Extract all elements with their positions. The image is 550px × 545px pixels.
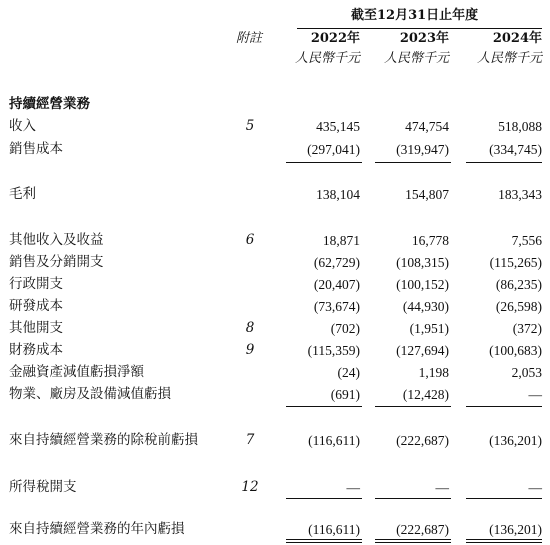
total-rule [286,542,362,543]
row-value-2024: (115,265) [489,255,542,270]
row-label: 財務成本 [9,342,63,358]
row-value-2024: 7,556 [511,233,542,248]
year-header-2022: 2022年 [310,31,360,46]
row-value-2022: 435,145 [316,119,360,134]
subtotal-rule [375,162,451,163]
row-note: 12 [241,479,259,495]
row-value-2022: (297,041) [307,142,360,157]
row-label: 其他收入及收益 [9,232,104,248]
row-value-2022: (116,611) [308,522,360,537]
row-label: 銷售成本 [9,141,63,157]
row-label: 來自持續經營業務的年內虧損 [9,521,185,537]
row-value-2023: 1,198 [418,365,449,380]
row-label: 所得稅開支 [9,479,77,495]
subtotal-rule [375,498,451,499]
row-value-2024: (372) [512,321,542,336]
period-header: 截至12月31日止年度 [351,8,479,23]
row-value-2023: (222,687) [396,433,449,448]
row-value-2024: (334,745) [489,142,542,157]
row-value-2022: (62,729) [313,255,360,270]
row-value-2023: 16,778 [411,233,449,248]
period-header-rule [297,28,542,29]
row-value-2023: (222,687) [396,522,449,537]
row-value-2022: (691) [330,387,360,402]
row-value-2024: (136,201) [489,433,542,448]
row-note: 8 [245,320,255,336]
row-value-2024: 183,343 [498,187,542,202]
row-value-2024: (136,201) [489,522,542,537]
row-label: 研發成本 [9,298,63,314]
row-value-2023: (100,152) [396,277,449,292]
subtotal-rule [466,162,542,163]
row-note: 6 [245,232,255,248]
row-label: 物業、廠房及設備減值虧損 [9,386,171,402]
row-value-2024: (100,683) [489,343,542,358]
row-note: 9 [245,342,255,358]
row-value-2022: (116,611) [308,433,360,448]
row-value-2024: — [528,387,542,402]
notes-column-header: 附註 [236,31,263,46]
row-label: 收入 [9,118,36,134]
subtotal-rule [286,162,362,163]
row-value-2023: (319,947) [396,142,449,157]
subtotal-rule [375,406,451,407]
row-value-2022: (24) [337,365,360,380]
row-value-2023: (108,315) [396,255,449,270]
total-rule [286,539,362,540]
row-value-2024: 518,088 [498,119,542,134]
subtotal-rule [466,498,542,499]
row-value-2022: — [346,480,360,495]
row-label: 其他開支 [9,320,63,336]
row-label: 毛利 [9,186,36,202]
row-value-2024: — [528,480,542,495]
subtotal-rule [286,498,362,499]
row-value-2022: (73,674) [313,299,360,314]
row-value-2024: (86,235) [495,277,542,292]
row-value-2023: — [435,480,449,495]
year-header-2023: 2023年 [399,31,449,46]
row-label: 行政開支 [9,276,63,292]
row-label: 來自持續經營業務的除稅前虧損 [9,432,198,448]
total-rule [466,542,542,543]
row-value-2023: 474,754 [405,119,449,134]
row-value-2023: (44,930) [402,299,449,314]
unit-header-2023: 人民幣千元 [383,51,449,66]
row-value-2023: (127,694) [396,343,449,358]
section-title: 持續經營業務 [9,96,90,112]
unit-header-2022: 人民幣千元 [294,51,360,66]
row-value-2023: (12,428) [402,387,449,402]
row-note: 7 [245,432,255,448]
row-value-2022: 138,104 [316,187,360,202]
row-value-2024: (26,598) [495,299,542,314]
row-value-2023: 154,807 [405,187,449,202]
row-value-2022: (702) [330,321,360,336]
total-rule [375,539,451,540]
row-value-2022: (115,359) [307,343,360,358]
total-rule [466,539,542,540]
row-value-2023: (1,951) [409,321,449,336]
unit-header-2024: 人民幣千元 [476,51,542,66]
total-rule [375,542,451,543]
row-label: 金融資產減值虧損淨額 [9,364,144,380]
row-note: 5 [245,118,255,134]
subtotal-rule [466,406,542,407]
subtotal-rule [286,406,362,407]
row-value-2022: (20,407) [313,277,360,292]
year-header-2024: 2024年 [492,31,542,46]
row-value-2022: 18,871 [322,233,360,248]
row-value-2024: 2,053 [511,365,542,380]
row-label: 銷售及分銷開支 [9,254,104,270]
